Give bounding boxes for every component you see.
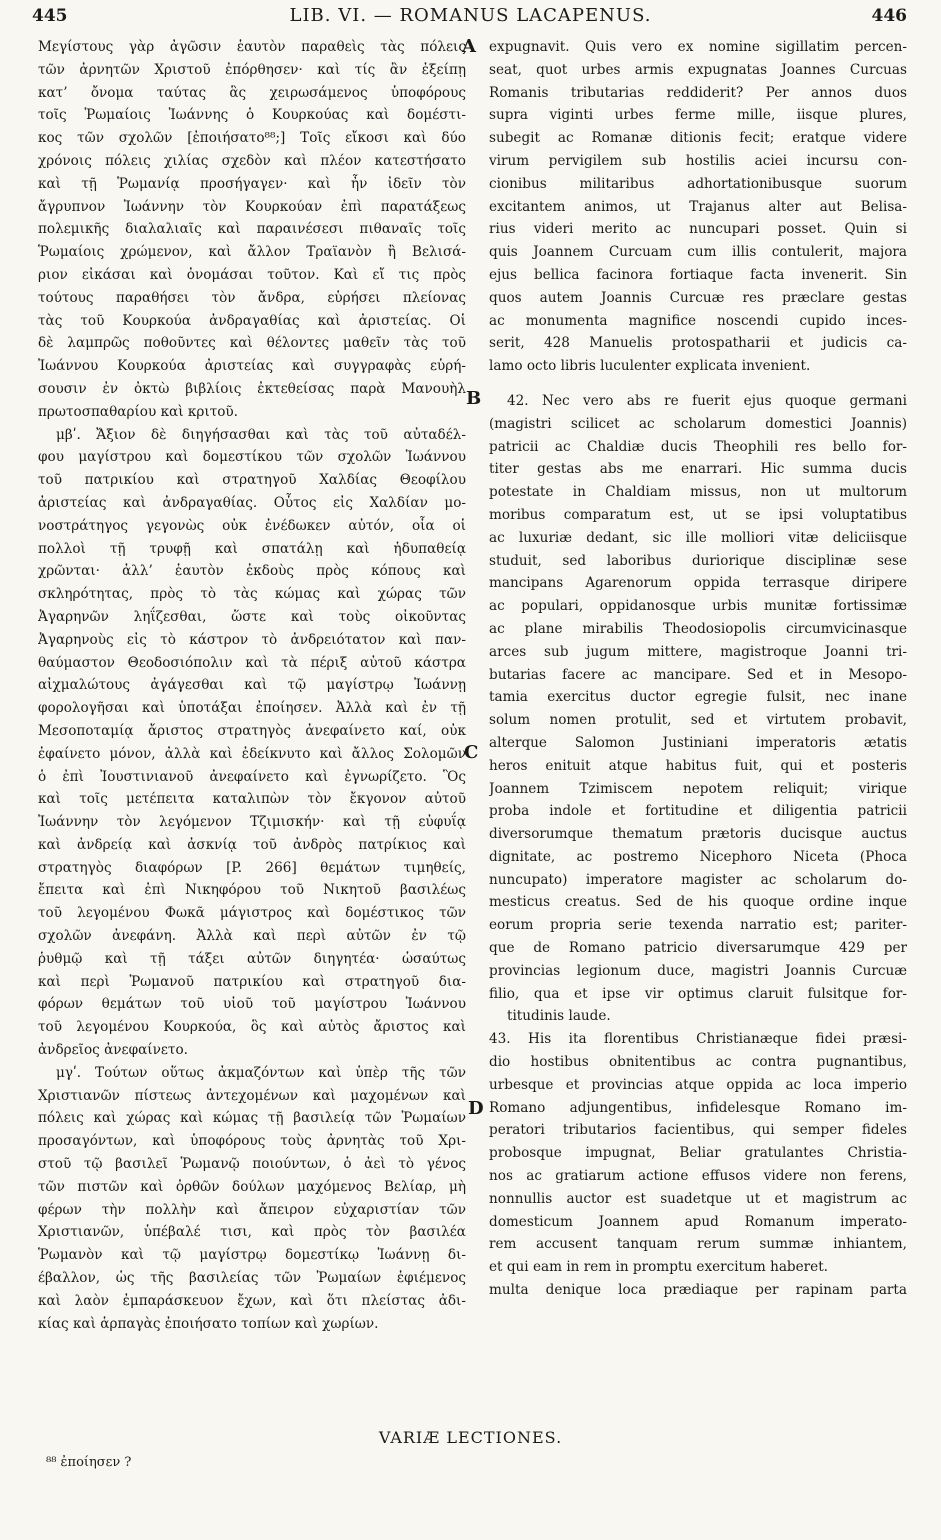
page-number-right: 446 xyxy=(871,6,907,26)
text-line: τοῦ λεγομένου Φωκᾶ μάγιστρος καὶ δομέστικος τῶν xyxy=(38,905,466,922)
text-line: ac luxuriæ dedant, sic ille molliori vitæ deliciisque xyxy=(489,529,907,546)
text-line: eorum propria serie texenda narratio est; pariter- xyxy=(489,917,907,934)
text-line: κος τῶν σχολῶν [ἐποιήσατο⁸⁸;] Τοῖς εἴκοσι καὶ δύο xyxy=(38,130,466,147)
text-line: nuncupato) imperatore magister ac scholarum do- xyxy=(489,871,907,888)
text-line: φόρων θεμάτων τοῦ υἱοῦ τοῦ μαγίστρου Ἰωάννου xyxy=(38,996,466,1013)
text-line: καὶ ἀνδρείᾳ καὶ ἀσκνίᾳ τοῦ ἀνδρὸς πατρίκιος καὶ xyxy=(38,836,466,853)
text-line: Ῥωμαίοις χρώμενον, καὶ ἄλλον Τραϊανὸν ἢ Βελισά- xyxy=(38,244,466,261)
latin-column xyxy=(489,36,907,1302)
text-line: mesticus creatus. Sed de his quoque ordine inque xyxy=(489,894,907,911)
text-line: lamo octo libris luculenter explicata invenient. xyxy=(489,358,811,375)
text-line: χρῶνται· ἀλλ’ ἑαυτὸν ἐκδοὺς πρὸς κόπους καὶ xyxy=(38,563,466,580)
margin-letter-d: D xyxy=(468,1098,484,1119)
text-line: νοστράτηγος γεγονὼς οὐκ ἐνέδωκεν αὐτόν, οἷα οἱ xyxy=(38,517,466,534)
text-line: ac monumenta magnifice noscendi cupido inces- xyxy=(489,312,907,329)
text-line: solum nomen protulit, sed et virtutem probavit, xyxy=(489,712,907,729)
text-line: titer gestas abs me enarrari. Hic summa ducis xyxy=(489,461,907,478)
text-line: τὰς τοῦ Κουρκούα ἀνδραγαθίας καὶ ἀριστείας. Οἱ xyxy=(38,312,466,329)
text-line: σκληρότητας, πρὸς τὸ τὰς κώμας καὶ χώρας τῶν xyxy=(38,586,466,603)
text-line: serit, 428 Manuelis protospatharii et judicis ca- xyxy=(489,335,907,352)
text-line: Ἀγαρηνῶν ληΐζεσθαι, ὥστε καὶ τοὺς οἰκοῦντας xyxy=(38,608,466,625)
text-line: τῶν πιστῶν καὶ ὀρθῶν δούλων μαχόμενος Βελίαρ, μὴ xyxy=(38,1178,466,1195)
text-line: mancipans Agarenorum oppida terrasque diripere xyxy=(489,575,907,592)
text-line: nos ac gratiarum actione effusos videre non ferens, xyxy=(489,1168,907,1185)
text-line: ἄγρυπνον Ἰωάννην τὸν Κουρκούαν ἐπὶ παρατάξεως xyxy=(38,198,466,215)
text-line: quos autem Joannis Curcuæ res præclare gestas xyxy=(489,289,907,306)
text-line: ἐφαίνετο μόνον, ἀλλὰ καὶ ἐδείκνυτο καὶ ἄλλος Σολομῶν xyxy=(38,745,466,762)
text-line: virum pervigilem sub hostilis aciei incursu con- xyxy=(489,152,907,169)
page-header xyxy=(0,0,941,30)
text-line: 42. Nec vero abs re fuerit ejus quoque germani xyxy=(507,392,907,409)
text-line: alterque Salomon Justiniani imperatoris ætatis xyxy=(489,734,907,751)
text-line: diversorumque thematum prætoris ducisque auctus xyxy=(489,826,907,843)
text-line: Ῥωμανὸν καὶ τῷ μαγίστρῳ δομεστίκῳ Ἰωάννῃ δι- xyxy=(38,1247,466,1264)
text-line: μβʹ. Ἄξιον δὲ διηγήσασθαι καὶ τὰς τοῦ αὐταδέλ- xyxy=(56,426,466,443)
text-line: Joannem Tzimiscem nepotem reliquit; virique xyxy=(489,780,907,797)
text-line: tamia exercitus ductor egregie fulsit, nec inane xyxy=(489,689,907,706)
text-line: heros enituit atque habitus fuit, qui et posteris xyxy=(489,757,907,774)
text-line: cionibus militaribus adhortationibusque suorum xyxy=(489,175,907,192)
running-title: LIB. VI. — ROMANUS LACAPENUS. xyxy=(289,5,652,26)
text-line: προσαγόντων, καὶ ὑποφόρους τοὺς ἀρνητὰς τοῦ Χρι- xyxy=(38,1133,466,1150)
text-line: seat, quot urbes armis expugnatas Joannes Curcuas xyxy=(489,61,907,78)
text-line: ἀνδρεῖος ἀνεφαίνετο. xyxy=(38,1042,188,1059)
text-line: Χριστιανῶν πίστεως ἀντεχομένων καὶ μαχομένων καὶ xyxy=(38,1087,466,1104)
text-line: excitantem animos, ut Trajanus alter aut Belisa- xyxy=(489,198,907,215)
text-line: ῥυθμῷ καὶ τῇ τάξει αὐτῶν διηγητέα· ὡσαύτως xyxy=(38,950,466,967)
margin-letter-b: B xyxy=(466,388,482,409)
text-line: rius videri merito ac nuncupari posset. Quin si xyxy=(489,221,907,238)
text-line: φορολογῆσαι καὶ ὑποτάξαι ἐποίησεν. Ἀλλὰ καὶ ἐν τῇ xyxy=(38,700,466,717)
text-line: σχολῶν ἀνεφάνη. Ἀλλὰ καὶ περὶ αὐτῶν ἐν τῷ xyxy=(38,928,466,945)
paragraph-gap xyxy=(489,378,907,390)
text-line: καὶ τοῖς μετέπειτα καταλιπὼν τὸν ἔκγονον αὐτοῦ xyxy=(38,791,466,808)
text-line: potestate in Chaldiam missus, non ut multorum xyxy=(489,484,907,501)
text-line: patricii ac Chaldiæ ducis Theophili res bello for- xyxy=(489,438,907,455)
text-line: πολλοὶ τῇ τρυφῇ καὶ σπατάλῃ καὶ ἡδυπαθείᾳ xyxy=(38,540,466,557)
text-line: Μεγίστους γὰρ ἀγῶσιν ἑαυτὸν παραθεὶς τὰς πόλεις xyxy=(38,39,466,55)
text-line: τοῦ λεγομένου Κουρκούα, ὃς καὶ αὐτὸς ἄριστος καὶ xyxy=(38,1019,466,1036)
text-line: domesticum Joannem apud Romanum imperato- xyxy=(489,1213,907,1230)
text-line: expugnavit. Quis vero ex nomine sigillatim percen- xyxy=(489,39,907,55)
text-line: 43. His ita florentibus Christianæque fidei præsi- xyxy=(489,1031,907,1048)
text-line: et qui eam in rem in promptu exercitum haberet. xyxy=(489,1259,829,1276)
text-line: φου μαγίστρου καὶ δομεστίκου τῶν σχολῶν Ἰωάννου xyxy=(38,449,466,466)
text-line: πόλεις καὶ χώρας καὶ κώμας τῇ βασιλείᾳ τῶν Ῥωμαίων xyxy=(38,1110,466,1127)
text-line: χρόνοις πόλεις χιλίας σχεδὸν καὶ πλέον κατεστήσατο xyxy=(38,152,466,169)
text-line: Romanis tributarias reddiderit? Per annos duos xyxy=(489,84,907,101)
text-line: κίας καὶ ἁρπαγὰς ἐποιήσατο τοπίων καὶ χωρίων. xyxy=(38,1315,379,1332)
text-line: provincias legionum duce, magistri Joannis Curcuæ xyxy=(489,962,907,979)
text-line: quis Joannem Curcuam cum illis contulerit, majora xyxy=(489,244,907,261)
text-line: ὁ ἐπὶ Ἰουστινιανοῦ ἀνεφαίνετο καὶ ἐγνωρίζετο. Ὃς xyxy=(38,768,466,785)
text-line: que de Romano patricio diversarumque 429 per xyxy=(489,940,907,957)
text-line: τῶν ἀρνητῶν Χριστοῦ ἐπόρθησεν· καὶ τίς ἂν ἐξείπῃ xyxy=(38,61,466,78)
page-number-left: 445 xyxy=(32,6,68,26)
margin-letter-a: A xyxy=(462,36,476,57)
text-line: titudinis laude. xyxy=(507,1008,611,1025)
text-line: τούτους παραθήσει τὸν ἄνδρα, εὑρήσει πλείονας xyxy=(38,289,466,306)
text-line: καὶ τῇ Ῥωμανίᾳ προσήγαγεν· καὶ ἦν ἰδεῖν τὸν xyxy=(38,175,466,192)
text-line: πρωτοσπαθαρίου καὶ κριτοῦ. xyxy=(38,403,238,420)
text-line: dio hostibus obnitentibus ac contra pugnantibus, xyxy=(489,1054,907,1071)
text-line: μγʹ. Τούτων οὕτως ἀκμαζόντων καὶ ὑπὲρ τῆς τῶν xyxy=(56,1064,466,1081)
text-line: peratori tributarios facientibus, qui semper fideles xyxy=(489,1122,907,1139)
text-line: στοῦ τῷ βασιλεῖ Ῥωμανῷ ποιούντων, ὁ ἀεὶ τὸ γένος xyxy=(38,1156,466,1173)
text-line: studuit, sed laboribus duriorique disciplinæ sese xyxy=(489,552,907,569)
text-line: Μεσοποταμίᾳ ἄριστος στρατηγὸς ἀνεφαίνετο καί, οὐκ xyxy=(38,722,466,739)
variae-lectiones-heading: VARIÆ LECTIONES. xyxy=(378,1428,563,1447)
text-line: ac plane mirabilis Theodosiopolis circumvicinasque xyxy=(489,620,907,637)
text-line: dignitate, ac postremo Nicephoro Niceta (Phoca xyxy=(489,848,907,865)
text-line: τοῦ πατρικίου καὶ στρατηγοῦ Χαλδίας Θεοφίλου xyxy=(38,472,466,489)
text-line: multa denique loca prædiaque per rapinam parta xyxy=(489,1282,907,1299)
text-line: ac populari, oppidanosque urbis munitæ fortissimæ xyxy=(489,598,907,615)
text-line: rem accusent tanquam rerum summæ inhiantem, xyxy=(489,1236,907,1253)
footnote: ⁸⁸ ἐποίησεν ? xyxy=(46,1455,132,1470)
text-line: αἰχμαλώτους ἀγάγεσθαι καὶ τῷ μαγίστρῳ Ἰωάννῃ xyxy=(38,677,466,694)
text-line: subegit ac Romanæ ditionis fecit; eratque videre xyxy=(489,130,907,147)
text-line: Ἰωάννην τὸν λεγόμενον Τζιμισκήν· καὶ τῇ εὐφυΐᾳ xyxy=(38,814,466,831)
text-line: nonnullis auctor est suadetque ut et magistrum ac xyxy=(489,1190,907,1207)
text-line: θαύμαστον Θεοδοσιόπολιν καὶ τὰ πέριξ αὐτοῦ κάστρα xyxy=(38,654,466,671)
text-line: δὲ λαμπρῶς ποθοῦντες καὶ θέλοντες μαθεῖν τὰς τοῦ xyxy=(38,335,466,352)
text-line: butarias facere ac mancipare. Sed et in Mesopo- xyxy=(489,666,907,683)
text-line: ριον εἰκάσαι καὶ ὀνομάσαι τοῦτον. Καὶ εἴ τις πρὸς xyxy=(38,266,466,283)
text-line: ἔπειτα καὶ ἐπὶ Νικηφόρου τοῦ Νικητοῦ βασιλέως xyxy=(38,882,466,899)
text-line: τοῖς Ῥωμαίοις Ἰωάννης ὁ Κουρκούας καὶ δομέστι- xyxy=(38,107,466,124)
text-line: filio, qua et ipse vir optimus claruit fulsitque for- xyxy=(489,985,907,1002)
text-line: Ἀγαρηνοὺς εἰς τὸ κάστρον τὸ ἀνδρειότατον καὶ παν- xyxy=(38,631,466,648)
text-line: proba indole et fortitudine et diligentia patricii xyxy=(489,803,907,820)
text-line: Χριστιανῶν, ὑπέβαλέ τισι, καὶ πρὸς τὸν βασιλέα xyxy=(38,1224,466,1241)
text-line: καὶ λαὸν ἐμπαράσκευον ἔχων, καὶ ὅτι πλείστας ἀδι- xyxy=(38,1292,466,1309)
text-line: moribus comparatum est, ut se ipsi voluptatibus xyxy=(489,506,907,523)
text-line: Romano adjungentibus, infidelesque Romano im- xyxy=(489,1099,907,1116)
margin-letter-c: C xyxy=(464,742,479,763)
text-line: Ἰωάννου Κουρκούα ἀριστείας καὶ συγγραφὰς εὑρή- xyxy=(38,358,466,375)
text-line: ἀριστείας καὶ ἀνδραγαθίας. Οὗτος εἰς Χαλδίαν μο- xyxy=(38,494,466,511)
text-line: πολεμικῆς διαλαλιαῖς καὶ παραινέσεσι πιθαναῖς τοῖς xyxy=(38,221,466,238)
text-line: κατ’ ὄνομα ταύτας ἃς χειρωσάμενος ὑποφόρους xyxy=(38,84,466,101)
text-line: probosque impugnat, Beliar gratulantes Christia- xyxy=(489,1145,907,1162)
text-line: έβαλλον, ὡς τῆς βασιλείας τῶν Ῥωμαίων ἐφιέμενος xyxy=(38,1270,466,1287)
greek-column xyxy=(38,36,466,1335)
text-line: arces sub jugum mittere, magistroque Joanni tri- xyxy=(489,643,907,660)
text-line: supra viginti urbes ferme mille, iisque plures, xyxy=(489,107,907,124)
text-line: ejus bellica facinora fortiaque facta invenerit. Sin xyxy=(489,266,907,283)
text-line: καὶ περὶ Ῥωμανοῦ πατρικίου καὶ στρατηγοῦ δια- xyxy=(38,973,466,990)
text-line: (magistri scilicet ac scholarum domestici Joannis) xyxy=(489,415,907,432)
text-line: φέρων τὴν πολλὴν καὶ ἄπειρον εὐχαριστίαν τῶν xyxy=(38,1201,466,1218)
text-line: σουσιν ἐν ὀκτὼ βιβλίοις ἐκτεθείσας παρὰ Μανουὴλ xyxy=(38,380,466,397)
text-line: urbesque et provincias atque oppida ac loca imperio xyxy=(489,1076,907,1093)
text-line: στρατηγὸς διαφόρων [P. 266] θεμάτων τιμηθείς, xyxy=(38,859,466,876)
